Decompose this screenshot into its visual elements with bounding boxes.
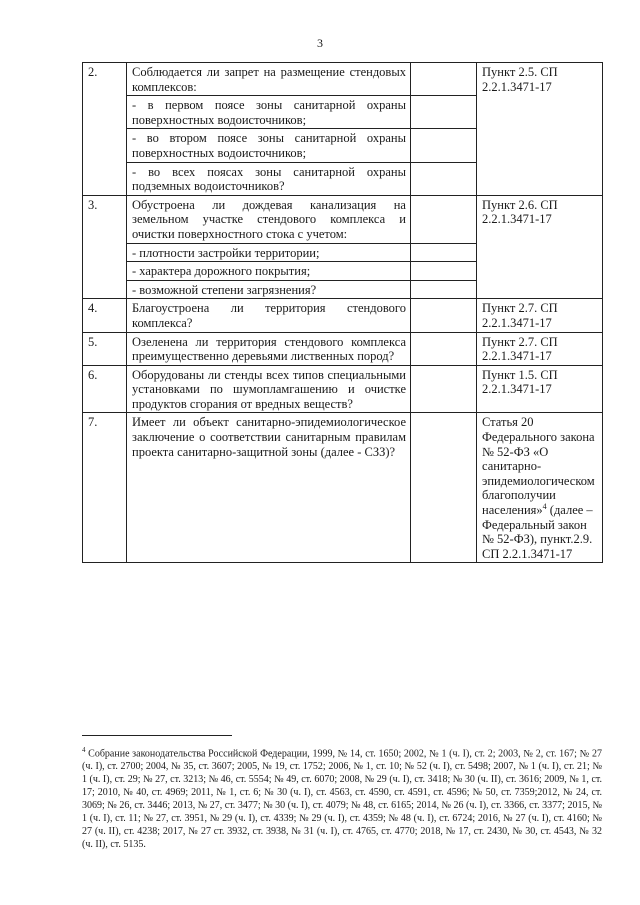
- footnote-text: Собрание законодательства Российской Федерации, 1999, № 14, ст. 1650; 2002, № 1 (ч. I), ст. 2; 2003, № 2, ст. 167; № 27 (ч. I), ст. 2700; 2004, № 35, ст. 3607; 2005, № 19, ст. 1752; 2006, № 1, ст. 10; № 52 (ч. I), ст. 5498; 2007, № 1 (ч. I), ст. 21; № 1 (ч. I), ст. 29; № 27, ст. 3213; № 46, ст. 5554; № 49, ст. 6070; 2008, № 29 (ч. I), ст. 3418; № 30 (ч. II), ст. 3616; 2009, № 1, ст. 17; 2010, № 40, ст. 4969; 2011, № 1, ст. 6; № 30 (ч. I), ст. 4563, ст. 4590, ст. 4591, ст. 4596; № 50, ст. 7359;2012, № 24, ст. 3069; № 26, ст. 3446; 2013, № 27, ст. 3477; № 30 (ч. I), ст. 4079; № 48, ст. 6165; 2014, № 26 (ч. I), ст. 3366, ст. 3377; 2015, № 1 (ч. I), ст. 11; № 27, ст. 3951, № 29 (ч. I), ст. 4339; № 29 (ч. I), ст. 4359; № 48 (ч. I), ст. 6724; 2016, № 27 (ч. I), ст. 4160; № 27 (ч. II), ст. 4238; 2017, № 27 ст. 3932, ст. 3938, № 31 (ч. I), ст. 4765, ст. 4770; 2018, № 17, ст. 2430, № 30, ст. 4543, № 32 (ч. II), ст. 5135.: [82, 748, 602, 851]
- question-subitem: - характера дорожного покрытия;: [127, 262, 411, 281]
- question-subitem: - возможной степени загрязнения?: [127, 280, 411, 299]
- question-text: Соблюдается ли запрет на размещение стендовых комплексов:: [127, 63, 411, 96]
- reference-cell: Пункт 2.7. СП 2.2.1.3471-17: [477, 299, 603, 332]
- reference-cell: Пункт 2.6. СП 2.2.1.3471-17: [477, 195, 603, 299]
- reference-cell: Пункт 2.5. СП 2.2.1.3471-17: [477, 63, 603, 196]
- answer-cell[interactable]: [411, 280, 477, 299]
- table-row: [83, 63, 603, 96]
- row-number: 7.: [83, 413, 127, 563]
- answer-cell[interactable]: [411, 162, 477, 195]
- question-subitem: - в первом поясе зоны санитарной охраны поверхностных водоисточников;: [127, 96, 411, 129]
- reference-cell: [477, 413, 603, 563]
- answer-cell[interactable]: [411, 413, 477, 563]
- checklist-table: [82, 62, 603, 563]
- answer-cell[interactable]: [411, 299, 477, 332]
- table-row: [83, 332, 603, 365]
- answer-cell[interactable]: [411, 129, 477, 162]
- row-number: 4.: [83, 299, 127, 332]
- answer-cell[interactable]: [411, 332, 477, 365]
- reference-cell: Пункт 2.7. СП 2.2.1.3471-17: [477, 332, 603, 365]
- row-number: 5.: [83, 332, 127, 365]
- answer-cell[interactable]: [411, 262, 477, 281]
- page-number: 3: [317, 36, 323, 50]
- question-text: Благоустроена ли территория стендового комплекса?: [127, 299, 411, 332]
- question-text: Оборудованы ли стенды всех типов специальными установками по шумопламгашению и очистке продуктов сгорания от вредных веществ?: [127, 365, 411, 413]
- row-number: 6.: [83, 365, 127, 413]
- answer-cell[interactable]: [411, 195, 477, 243]
- reference-text-continued: (далее – Федеральный закон № 52-ФЗ), пункт.2.9. СП 2.2.1.3471-17: [482, 503, 593, 561]
- table-row: [83, 365, 603, 413]
- question-subitem: - во втором поясе зоны санитарной охраны поверхностных водоисточников;: [127, 129, 411, 162]
- answer-cell[interactable]: [411, 63, 477, 96]
- table-row: [83, 413, 603, 563]
- footnote: [82, 744, 602, 851]
- answer-cell[interactable]: [411, 243, 477, 262]
- table-row: [83, 299, 603, 332]
- answer-cell[interactable]: [411, 365, 477, 413]
- row-number: 2.: [83, 63, 127, 196]
- footnote-separator: [82, 735, 232, 736]
- footnote-marker: 4: [542, 501, 547, 511]
- table-row: [83, 195, 603, 243]
- question-text: Обустроена ли дождевая канализация на земельном участке стендового комплекса и очистки поверхностного стока с учетом:: [127, 195, 411, 243]
- question-subitem: - плотности застройки территории;: [127, 243, 411, 262]
- reference-cell: Пункт 1.5. СП 2.2.1.3471-17: [477, 365, 603, 413]
- row-number: 3.: [83, 195, 127, 299]
- question-text: Имеет ли объект санитарно-эпидемиологическое заключение о соответствии санитарным правилам проекта санитарно-защитной зоны (далее - СЗЗ)?: [127, 413, 411, 563]
- footnote-marker: 4: [82, 746, 86, 754]
- reference-text: Статья 20 Федерального закона № 52-ФЗ «О санитарно-эпидемиологическом благополучии населения»: [482, 415, 595, 518]
- question-text: Озеленена ли территория стендового комплекса преимущественно деревьями лиственных пород?: [127, 332, 411, 365]
- answer-cell[interactable]: [411, 96, 477, 129]
- question-subitem: - во всех поясах зоны санитарной охраны подземных водоисточников?: [127, 162, 411, 195]
